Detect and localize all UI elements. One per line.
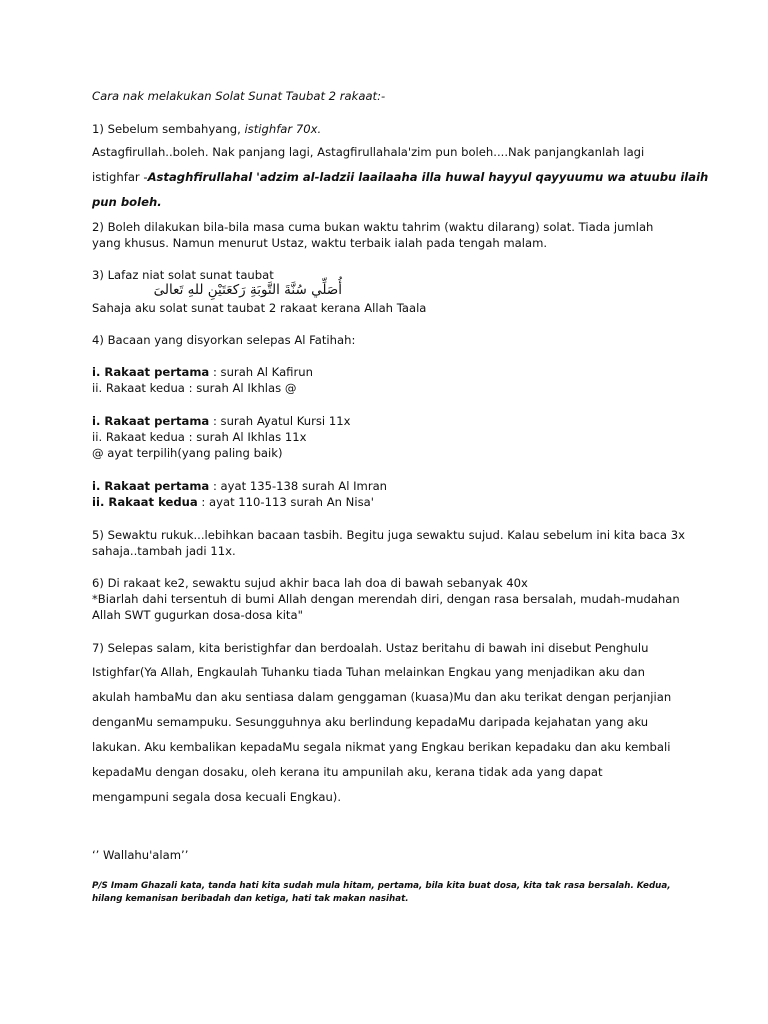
option-2-rakaat-1-label: i. Rakaat pertama	[92, 414, 210, 428]
option-1-line-1	[92, 364, 313, 380]
step-5-line-2: sahaja..tambah jadi 11x.	[92, 544, 236, 558]
option-2-line-3: @ ayat terpilih(yang paling baik)	[92, 446, 283, 460]
step-7-line-1: 7) Selepas salam, kita beristighfar dan berdoalah. Ustaz beritahu di bawah ini disebut Penghulu	[92, 641, 649, 655]
option-3-rakaat-1-label: i. Rakaat pertama	[92, 479, 210, 493]
option-3-line-1	[92, 478, 387, 494]
step-3-heading: 3) Lafaz niat solat sunat taubat	[92, 268, 274, 282]
document-title: Cara nak melakukan Solat Sunat Taubat 2 rakaat:-	[92, 89, 386, 103]
step-6-line-1: 6) Di rakaat ke2, sewaktu sujud akhir baca lah doa di bawah sebanyak 40x	[92, 576, 528, 590]
step-7-line-3: akulah hambaMu dan aku sentiasa dalam genggaman (kuasa)Mu dan aku terikat dengan perjanjian	[92, 690, 672, 704]
step-7-line-4: denganMu semampuku. Sesungguhnya aku berlindung kepadaMu daripada kejahatan yang aku	[92, 715, 649, 729]
ps-note-line-1: P/S Imam Ghazali kata, tanda hati kita sudah mula hitam, pertama, bila kita buat dosa, kita tak rasa bersalah. Kedua,	[92, 881, 671, 891]
step-1-istighfar-text: Astaghfirullahal 'adzim al-ladzii laailaaha illa huwal hayyul qayyuumu wa atuubu ilaih	[147, 170, 709, 184]
option-3-rakaat-2-label: ii. Rakaat kedua	[92, 495, 198, 509]
option-2-line-1	[92, 413, 350, 429]
step-7-line-2: Istighfar(Ya Allah, Engkaulah Tuhanku tiada Tuhan melainkan Engkau yang menjadikan aku dan	[92, 665, 645, 679]
step-5-line-1: 5) Sewaktu rukuk...lebihkan bacaan tasbih. Begitu juga sewaktu sujud. Kalau sebelum ini kita baca 3x	[92, 528, 685, 542]
option-3-rakaat-1-value: : ayat 135-138 surah Al Imran	[209, 479, 388, 493]
step-1-prefix: 1) Sebelum sembahyang,	[92, 122, 245, 136]
ps-note-line-2: hilang kemanisan beribadah dan ketiga, hati tak makan nasihat.	[92, 894, 409, 904]
step-1-heading	[92, 121, 321, 137]
niat-translation: Sahaja aku solat sunat taubat 2 rakaat kerana Allah Taala	[92, 301, 427, 315]
step-4-heading: 4) Bacaan yang disyorkan selepas Al Fatihah:	[92, 333, 356, 347]
option-3-line-2	[92, 494, 374, 510]
step-2-line-2: yang khusus. Namun menurut Ustaz, waktu terbaik ialah pada tengah malam.	[92, 236, 548, 250]
step-1-line-3: pun boleh.	[92, 195, 162, 209]
option-1-line-2: ii. Rakaat kedua : surah Al Ikhlas @	[92, 381, 297, 395]
step-7-line-7: mengampuni segala dosa kecuali Engkau).	[92, 790, 342, 804]
step-1-line-2-prefix: istighfar -	[92, 170, 148, 184]
ps-note	[92, 880, 692, 906]
option-2-line-2: ii. Rakaat kedua : surah Al Ikhlas 11x	[92, 430, 307, 444]
option-1-rakaat-1-label: i. Rakaat pertama	[92, 365, 210, 379]
step-1-line-1: Astagfirullah..boleh. Nak panjang lagi, Astagfirullahala'zim pun boleh....Nak panjangkanlah lagi	[92, 145, 645, 159]
closing-text: ‘’ Wallahu'alam’’	[92, 848, 189, 862]
step-7-line-5: lakukan. Aku kembalikan kepadaMu segala nikmat yang Engkau berikan kepadaku dan aku kembali	[92, 740, 671, 754]
step-6-line-3: Allah SWT gugurkan dosa-dosa kita"	[92, 608, 303, 622]
niat-arabic-text: أُصَلِّي سُنَّةَ التَّوبَةِ رَكعَتَيْنِ للهِ تَعالىَ	[153, 282, 342, 298]
step-6-line-2: *Biarlah dahi tersentuh di bumi Allah dengan merendah diri, dengan rasa bersalah, mudah-mudahan	[92, 592, 680, 606]
step-7-line-6: kepadaMu dengan dosaku, oleh kerana itu ampunilah aku, kerana tidak ada yang dapat	[92, 765, 603, 779]
option-1-rakaat-1-value: : surah Al Kafirun	[209, 365, 313, 379]
step-1-line-2	[92, 169, 708, 185]
option-3-rakaat-2-value: : ayat 110-113 surah An Nisa'	[197, 495, 374, 509]
step-2-line-1: 2) Boleh dilakukan bila-bila masa cuma bukan waktu tahrim (waktu dilarang) solat. Tiada jumlah	[92, 220, 654, 234]
step-1-istighfar: istighfar 70x.	[244, 122, 322, 136]
option-2-rakaat-1-value: : surah Ayatul Kursi 11x	[209, 414, 351, 428]
